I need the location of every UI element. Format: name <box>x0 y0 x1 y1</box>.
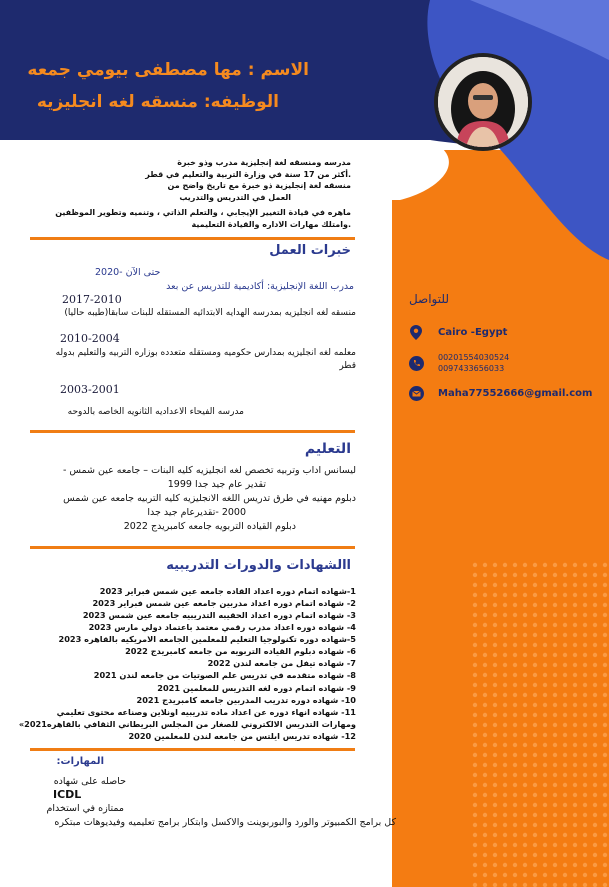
contact-email <box>408 385 592 401</box>
job-title: الوظيفه: منسقه لغه انجليزيه <box>36 92 279 112</box>
skills-line: حاصله على شهاده <box>53 776 126 787</box>
experience-rule <box>30 237 355 240</box>
certificate-item: 6- شهاده دبلوم القياده التربويه من جامعه كامبريدج 2022 <box>125 646 356 656</box>
certificate-item: 11- شهاده انهاء دوره عن اعداد ماده تدريبيه اونلاين وصناعه محتوى تعليمي <box>56 707 356 717</box>
certificate-item: 8- شهاده متقدمه في تدريس علم الصوتيات من جامعه لندن 2021 <box>93 670 356 680</box>
education-line: دبلوم مهنيه في طرق تدريس اللغه الانجليزيه كليه التربيه جامعه عين شمس <box>63 493 356 504</box>
phone-number[interactable]: 00201554030524 <box>438 353 510 362</box>
job-years: 2017-2010 <box>62 293 122 306</box>
phone-number[interactable]: 0097433656033 <box>438 364 505 373</box>
summary-line: مدرسه ومنسقه لغة إنجليزية مدرب وذو خبرة <box>177 158 351 167</box>
job-description: قطر <box>339 361 356 371</box>
certificate-item: 3- شهاده اتمام دوره اعداد الحقيبه التدريبيه جامعه عين شمس 2023 <box>82 610 356 620</box>
summary-line: .أكثر من 17 سنة في وزارة التربية والتعليم في قطر <box>145 169 351 179</box>
education-line: 2000 -تقديرعام جيد جدا <box>147 507 246 518</box>
job-description: مدرب اللغة الإنجليزية: أكاديمية للتدريس عن بعد <box>166 281 354 292</box>
avatar-icon <box>438 57 528 147</box>
experience-title: خبرات العمل <box>269 243 351 258</box>
certificate-item: 9- شهاده اتمام دوره لغه التدريس للمعلمين 2021 <box>157 683 356 693</box>
summary-line: العمل في التدريس والتدريب <box>179 192 291 202</box>
skills-title: المهارات: <box>56 756 104 767</box>
education-title: التعليم <box>304 441 351 457</box>
summary-line: منسقه لغة إنجليزية ذو خبرة مع تاريخ واضح من <box>167 181 351 190</box>
job-years: 2010-2004 <box>60 332 120 345</box>
education-block <box>63 464 356 534</box>
summary-line: ماهره في قيادة التغيير الإيجابي ، والتعلم الذاتي ، وتنميه وتطوير الموظفين <box>55 208 351 217</box>
phone-icon <box>408 355 424 371</box>
certificate-item: 12- شهاده تدريس ايلتس من جامعه لندن للمعلمين 2020 <box>128 731 356 741</box>
contact-phones <box>408 352 509 374</box>
job-years: 2020- حتى الآن <box>95 267 161 278</box>
profile-photo <box>438 57 528 147</box>
job-description: معلمه لغه انجليزيه بمدارس حكوميه ومستقله متعدده بوزاره التربيه والتعليم بدوله <box>55 348 356 358</box>
email-icon <box>408 385 424 401</box>
summary-line: .وامتلك مهارات الاداره والقيادة التعليمية <box>191 219 351 229</box>
skills-rule <box>30 748 355 751</box>
certificate-item: 4- شهاده دوره اعداد مدرب رقمي معتمد باعتماد دولي مارس 2023 <box>88 622 356 632</box>
certificates-title: االشهادات والدورات التدريبيه <box>166 558 351 573</box>
certificate-item: 7- شهاده تيفل من جامعه لندن 2022 <box>207 658 356 668</box>
name-title: الاسم : مها مصطفى بيومي جمعه <box>27 60 309 80</box>
education-line: تقدير عام جيد جدا 1999 <box>167 479 266 490</box>
education-rule <box>30 430 355 433</box>
job-years: 2003-2001 <box>60 383 120 396</box>
skills-line: كل برامج الكمبيوتر والورد والبوربوينت والاكسل وابتكار برامج تعليميه وفيديوهات مبتكره <box>54 817 396 828</box>
certificate-item: 5-شهاده دوره تكنولوجيا التعليم للمعلمين الجامعه الامريكيه بالقاهره 2023 <box>58 634 356 644</box>
email-link[interactable]: Maha77552666@gmail.com <box>438 387 593 399</box>
summary-block <box>55 157 351 230</box>
location-text: Cairo -Egypt <box>438 326 508 338</box>
skills-line: ممتازه في استخدام <box>46 803 124 814</box>
certificate-item: ومهارات التدريس الالكتروني للصغار من المجلس البريطاني الثقافي بالقاهره2021» <box>18 719 356 729</box>
contact-location <box>408 324 507 340</box>
job-description: منسقه لغه انجليزيه بمدرسه الهدايه الابتدائيه المستقله للبنات سابقا(طيبه حاليا) <box>64 308 356 318</box>
skills-line: ICDL <box>53 788 82 801</box>
certificate-item: 10- شهاده دوره تدريب المدربين جامعه كامبريدج 2021 <box>136 695 356 705</box>
education-line: ليسانس اداب وتربيه تخصص لغه انجليزيه كليه البنات – جامعه عين شمس - <box>62 465 356 476</box>
certificate-item: 1-شهاده اتمام دوره اعداد القاده جامعه عين شمس فبراير 2023 <box>99 586 356 596</box>
location-pin-icon <box>408 324 424 340</box>
certificates-rule <box>30 546 355 549</box>
job-description: مدرسه الفيحاء الاعداديه الثانويه الخاصه بالدوحه <box>67 407 244 417</box>
certificate-item: 2- شهاده اتمام دوره اعداد مدربين جامعه عين شمس فبراير 2023 <box>92 598 356 608</box>
education-line: دبلوم القياده التربويه جامعه كامبريدج 2022 <box>123 521 296 532</box>
contact-title: للتواصل <box>408 292 449 306</box>
